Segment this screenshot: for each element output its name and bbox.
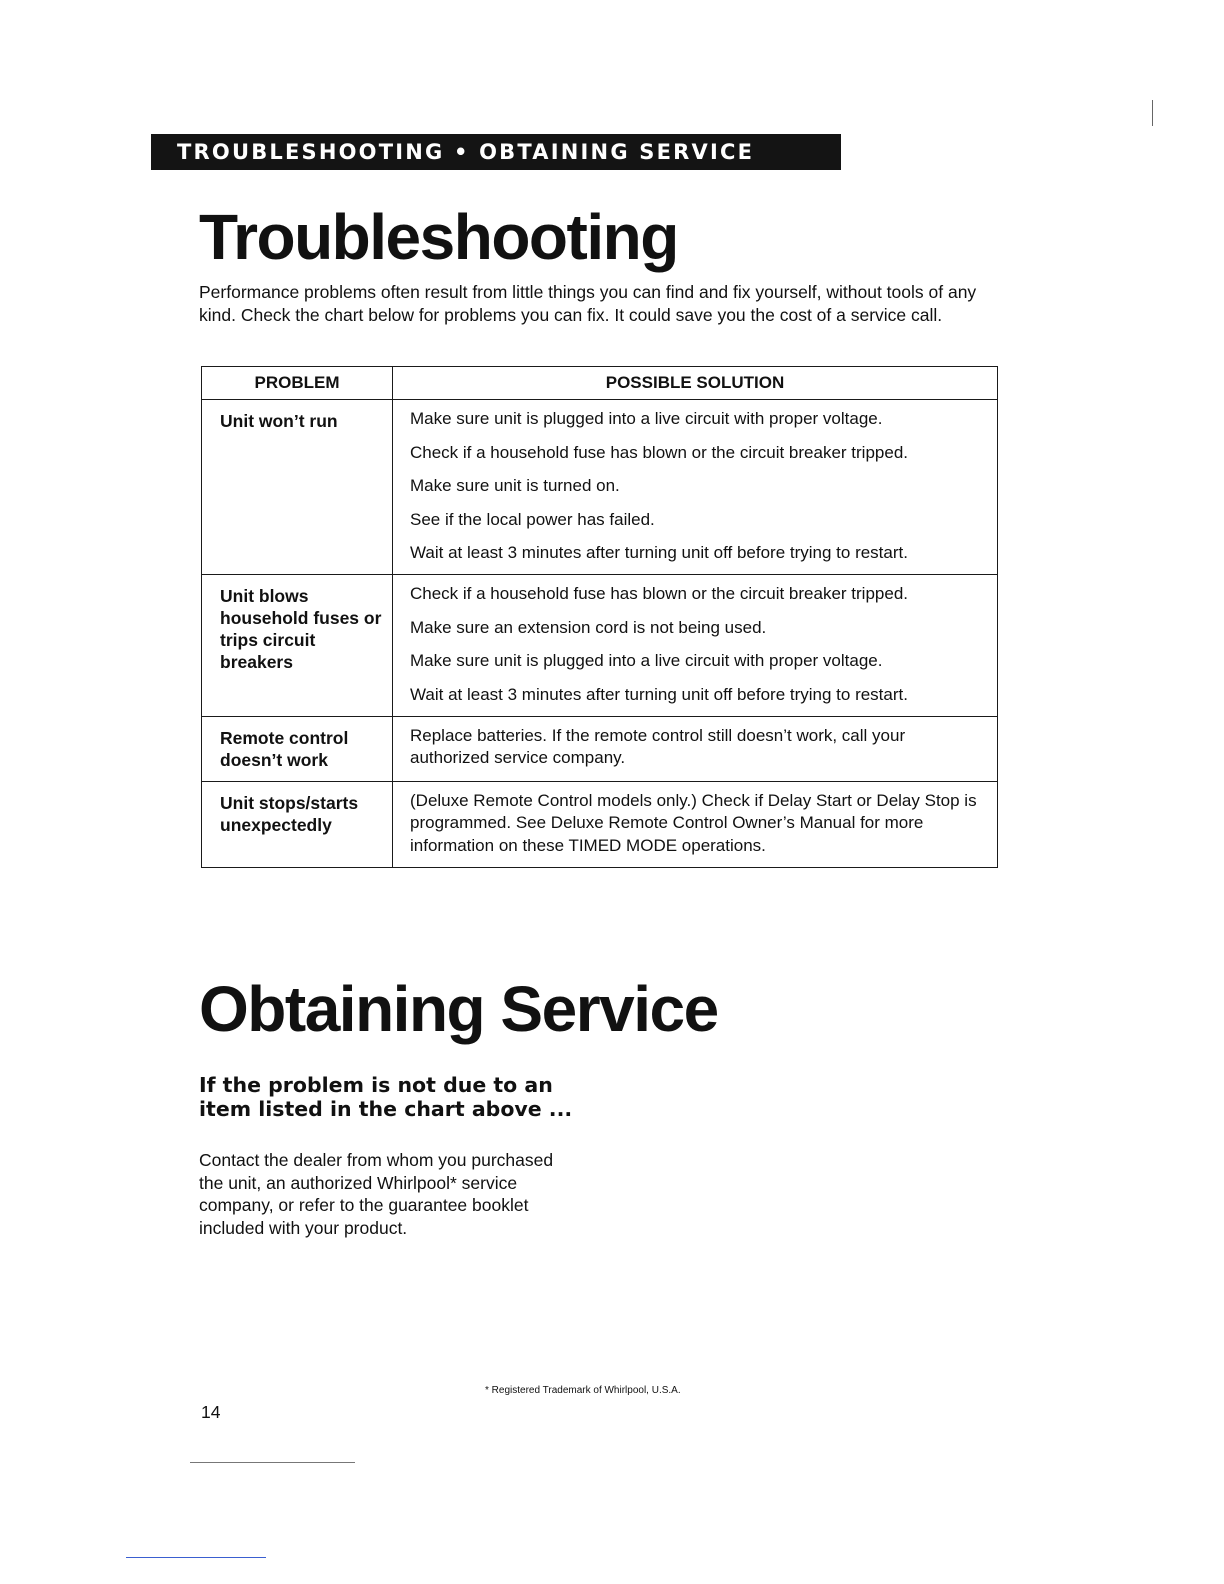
service-body: Contact the dealer from whom you purchased the unit, an authorized Whirlpool* service company, or refer to the guarantee booklet included with your product. bbox=[199, 1150, 554, 1238]
solution-cell bbox=[393, 781, 998, 868]
table-row bbox=[202, 716, 998, 781]
troubleshooting-intro: Performance problems often result from little things you can find and fix yourself, without tools of any kind. Check the chart below for problems you can fix. It could save you the cost of a service call. bbox=[199, 282, 977, 325]
table-row bbox=[202, 781, 998, 868]
table-row bbox=[202, 575, 998, 717]
solution-item: (Deluxe Remote Control models only.) Check if Delay Start or Delay Stop is programmed. See Deluxe Remote Control Owner’s Manual for more information on these TIMED MODE operations. bbox=[410, 790, 977, 855]
service-subheading: If the problem is not due to an item listed in the chart above ... bbox=[199, 1073, 573, 1121]
troubleshooting-table bbox=[201, 366, 998, 868]
solution-item: Wait at least 3 minutes after turning unit off before trying to restart. bbox=[410, 684, 908, 704]
header-possible-solution: POSSIBLE SOLUTION bbox=[393, 367, 998, 400]
solution-item: Wait at least 3 minutes after turning unit off before trying to restart. bbox=[410, 543, 908, 562]
solution-cell bbox=[393, 400, 998, 575]
header-problem: PROBLEM bbox=[202, 367, 393, 400]
solution-item: Make sure unit is turned on. bbox=[410, 476, 620, 495]
solution-item: See if the local power has failed. bbox=[410, 509, 655, 529]
section-banner: TROUBLESHOOTING • OBTAINING SERVICE bbox=[151, 134, 841, 170]
problem-cell: Unit blows household fuses or trips circuit breakers bbox=[202, 575, 393, 717]
solution-item: Replace batteries. If the remote control still doesn’t work, call your authorized service company. bbox=[410, 725, 906, 767]
trademark-footnote: * Registered Trademark of Whirlpool, U.S.A. bbox=[485, 1385, 681, 1396]
solution-item: Make sure unit is plugged into a live circuit with proper voltage. bbox=[410, 409, 883, 428]
scan-artifact-underline bbox=[126, 1557, 266, 1558]
problem-cell: Unit stops/starts unexpectedly bbox=[202, 781, 393, 868]
solution-cell bbox=[393, 716, 998, 781]
problem-cell: Unit won’t run bbox=[202, 400, 393, 575]
page-number: 14 bbox=[201, 1402, 221, 1422]
scan-edge-mark bbox=[1152, 100, 1153, 126]
solution-item: Check if a household fuse has blown or the circuit breaker tripped. bbox=[410, 442, 908, 462]
obtaining-service-title: Obtaining Service bbox=[199, 973, 718, 1045]
scan-artifact-line bbox=[190, 1462, 355, 1463]
table-header-row bbox=[202, 367, 998, 400]
problem-cell: Remote control doesn’t work bbox=[202, 716, 393, 781]
solution-item: Make sure unit is plugged into a live circuit with proper voltage. bbox=[410, 651, 883, 670]
solution-item: Make sure an extension cord is not being used. bbox=[410, 617, 767, 637]
table-row bbox=[202, 400, 998, 575]
troubleshooting-title: Troubleshooting bbox=[199, 201, 678, 273]
solution-item: Check if a household fuse has blown or the circuit breaker tripped. bbox=[410, 584, 908, 603]
solution-cell bbox=[393, 575, 998, 717]
